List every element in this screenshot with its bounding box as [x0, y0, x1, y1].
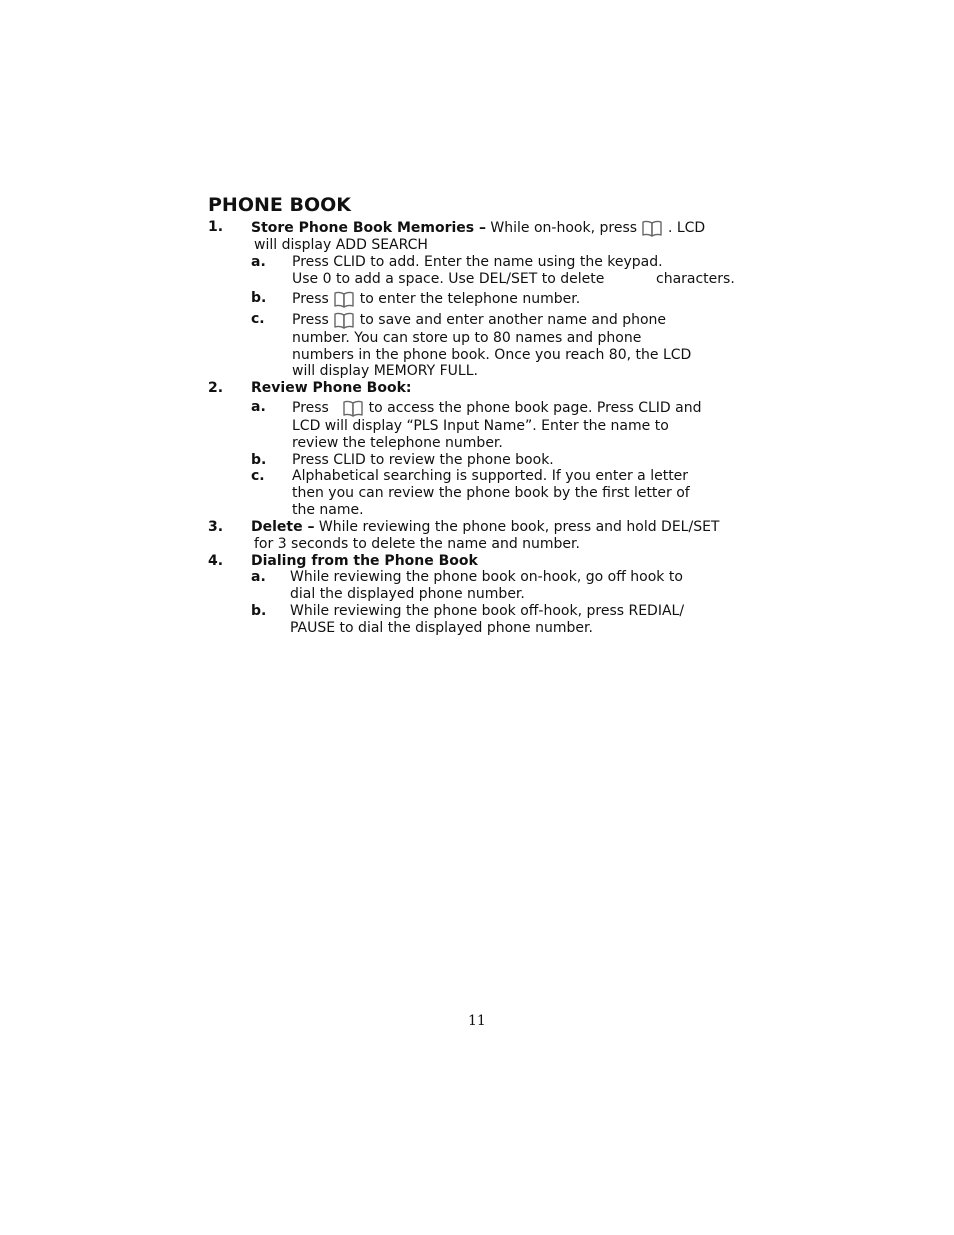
item-1b-letter: b.	[251, 290, 267, 306]
item-2a-line-2: LCD will display “PLS Input Name”. Enter the name to	[292, 418, 669, 434]
item-1b-post: to enter the telephone number.	[359, 291, 581, 307]
phone-book-icon	[342, 399, 364, 417]
item-1c-pre: Press	[292, 312, 329, 328]
item-4-number: 4.	[208, 553, 224, 569]
item-4b-line-1: While reviewing the phone book off-hook, press REDIAL/	[290, 603, 685, 619]
item-1c-post: to save and enter another name and phone	[359, 312, 667, 328]
item-1a-line-1: Press CLID to add. Enter the name using the keypad.	[292, 254, 663, 270]
item-4a-letter: a.	[251, 569, 266, 585]
item-2c-letter: c.	[251, 468, 265, 484]
item-2a-line-1	[292, 399, 702, 417]
item-2-heading: Review Phone Book:	[251, 380, 412, 396]
item-4b-line-2: PAUSE to dial the displayed phone number.	[290, 620, 593, 636]
item-4-heading: Dialing from the Phone Book	[251, 553, 478, 569]
item-2a-letter: a.	[251, 399, 266, 415]
section-title: PHONE BOOK	[208, 194, 351, 216]
phone-book-icon	[641, 219, 663, 237]
item-2c-line-2: then you can review the phone book by the first letter of	[292, 485, 690, 501]
item-1a-letter: a.	[251, 254, 266, 270]
phone-book-icon	[333, 290, 355, 308]
item-2b-line-1: Press CLID to review the phone book.	[292, 452, 554, 468]
item-2c-line-3: the name.	[292, 502, 364, 518]
item-1-line-2: will display ADD SEARCH	[254, 237, 428, 253]
item-4a-line-1: While reviewing the phone book on-hook, go off hook to	[290, 569, 683, 585]
phone-book-icon	[333, 311, 355, 329]
item-2-number: 2.	[208, 380, 224, 396]
item-3-line-2: for 3 seconds to delete the name and number.	[254, 536, 580, 552]
item-1c-line-3: numbers in the phone book. Once you reach 80, the LCD	[292, 347, 692, 363]
item-1-line-1	[251, 219, 705, 237]
item-3-text: While reviewing the phone book, press and hold DEL/SET	[314, 519, 720, 535]
item-1b-line-1	[292, 290, 580, 308]
item-3-number: 3.	[208, 519, 224, 535]
item-1-heading: Store Phone Book Memories –	[251, 220, 486, 236]
item-1c-line-2: number. You can store up to 80 names and phone	[292, 330, 642, 346]
item-1b-pre: Press	[292, 291, 329, 307]
page-number: 11	[468, 1013, 486, 1029]
item-4a-line-2: dial the displayed phone number.	[290, 586, 525, 602]
item-1c-line-1	[292, 311, 666, 329]
item-2a-line-3: review the telephone number.	[292, 435, 503, 451]
item-3-heading: Delete –	[251, 519, 315, 535]
item-2b-letter: b.	[251, 452, 267, 468]
item-1c-letter: c.	[251, 311, 265, 327]
item-1a-line-2-end: characters.	[656, 271, 735, 287]
item-1-text-post: . LCD	[667, 220, 706, 236]
item-1a-line-2: Use 0 to add a space. Use DEL/SET to delete	[292, 271, 605, 287]
item-2a-pre: Press	[292, 400, 329, 416]
item-1c-line-4: will display MEMORY FULL.	[292, 363, 478, 379]
item-1-number: 1.	[208, 219, 224, 235]
item-2c-line-1: Alphabetical searching is supported. If you enter a letter	[292, 468, 689, 484]
item-1-text: While on-hook, press	[485, 220, 638, 236]
item-4b-letter: b.	[251, 603, 267, 619]
item-3-line-1	[251, 519, 719, 536]
item-2a-post: to access the phone book page. Press CLID and	[368, 400, 702, 416]
